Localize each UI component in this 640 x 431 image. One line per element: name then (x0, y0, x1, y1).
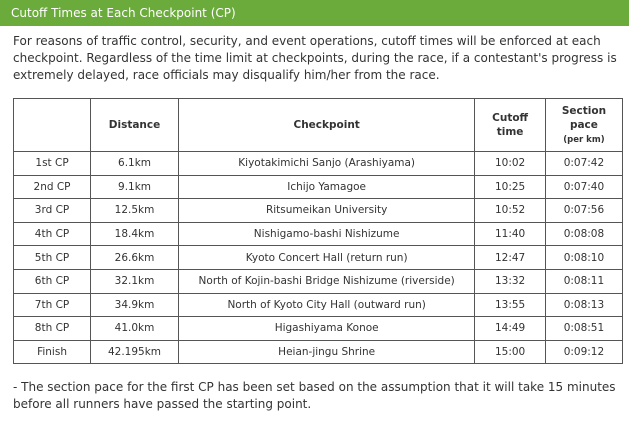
table-header-row (14, 99, 623, 152)
cell-section-pace: 0:08:10 (545, 246, 622, 270)
cell-checkpoint: Ichijo Yamagoe (178, 175, 474, 199)
cell-cutoff-time: 10:52 (475, 199, 546, 223)
cell-cutoff-time: 15:00 (475, 340, 546, 364)
cell-distance: 42.195km (91, 340, 179, 364)
section-header (0, 0, 629, 26)
cell-cp: 8th CP (14, 317, 91, 341)
cell-section-pace: 0:08:13 (545, 293, 622, 317)
cell-distance: 41.0km (91, 317, 179, 341)
cell-section-pace: 0:08:51 (545, 317, 622, 341)
cell-cp: 3rd CP (14, 199, 91, 223)
header-cutoff-line2: time (496, 126, 524, 138)
table-row (14, 269, 623, 293)
table-row (14, 222, 623, 246)
header-distance: Distance (91, 99, 179, 152)
cell-section-pace: 0:09:12 (545, 340, 622, 364)
header-cutoff-time (475, 99, 546, 152)
cell-distance: 32.1km (91, 269, 179, 293)
cell-distance: 34.9km (91, 293, 179, 317)
cell-section-pace: 0:08:11 (545, 269, 622, 293)
header-checkpoint: Checkpoint (178, 99, 474, 152)
cell-cp: Finish (14, 340, 91, 364)
cell-cutoff-time: 10:25 (475, 175, 546, 199)
cell-distance: 18.4km (91, 222, 179, 246)
cell-cutoff-time: 12:47 (475, 246, 546, 270)
cell-cutoff-time: 10:02 (475, 152, 546, 176)
table-row (14, 340, 623, 364)
section-title: Cutoff Times at Each Checkpoint (CP) (11, 6, 236, 20)
cell-section-pace: 0:07:56 (545, 199, 622, 223)
cell-checkpoint: Ritsumeikan University (178, 199, 474, 223)
table-row (14, 293, 623, 317)
cell-cutoff-time: 13:55 (475, 293, 546, 317)
cell-cp: 6th CP (14, 269, 91, 293)
cell-section-pace: 0:07:42 (545, 152, 622, 176)
cell-cutoff-time: 11:40 (475, 222, 546, 246)
cell-distance: 9.1km (91, 175, 179, 199)
cell-cp: 4th CP (14, 222, 91, 246)
table-row (14, 199, 623, 223)
cell-section-pace: 0:07:40 (545, 175, 622, 199)
table-row (14, 246, 623, 270)
cell-checkpoint: North of Kyoto City Hall (outward run) (178, 293, 474, 317)
cell-cp: 1st CP (14, 152, 91, 176)
table-row (14, 317, 623, 341)
header-cutoff-line1: Cutoff (492, 112, 529, 124)
cell-distance: 12.5km (91, 199, 179, 223)
cell-section-pace: 0:08:08 (545, 222, 622, 246)
cell-cp: 5th CP (14, 246, 91, 270)
footnote: - The section pace for the first CP has been set based on the assumption that it will take 15 minutes before all runners have passed the starting point. (13, 380, 616, 411)
intro-paragraph: For reasons of traffic control, security, and event operations, cutoff times will be enforced at each checkpoint. Regardless of the time limit at checkpoints, during the race, if a contestant's progress is extremely delayed, race officials may disqualify him/her from the race. (13, 34, 617, 82)
table-row (14, 175, 623, 199)
cell-distance: 26.6km (91, 246, 179, 270)
cell-checkpoint: Kyoto Concert Hall (return run) (178, 246, 474, 270)
cell-checkpoint: Nishigamo-bashi Nishizume (178, 222, 474, 246)
cell-checkpoint: Kiyotakimichi Sanjo (Arashiyama) (178, 152, 474, 176)
cell-cutoff-time: 13:32 (475, 269, 546, 293)
cell-checkpoint: North of Kojin-bashi Bridge Nishizume (riverside) (178, 269, 474, 293)
cell-distance: 6.1km (91, 152, 179, 176)
header-pace-line2: pace (569, 118, 598, 131)
header-section-pace (545, 99, 622, 152)
cell-checkpoint: Higashiyama Konoe (178, 317, 474, 341)
header-cp (14, 99, 91, 152)
table-row (14, 152, 623, 176)
cell-cp: 2nd CP (14, 175, 91, 199)
cutoff-table (13, 98, 623, 364)
header-pace-unit: (per km) (563, 134, 605, 145)
cell-cutoff-time: 14:49 (475, 317, 546, 341)
header-pace-line1: Section (561, 104, 607, 117)
cell-cp: 7th CP (14, 293, 91, 317)
cell-checkpoint: Heian-jingu Shrine (178, 340, 474, 364)
